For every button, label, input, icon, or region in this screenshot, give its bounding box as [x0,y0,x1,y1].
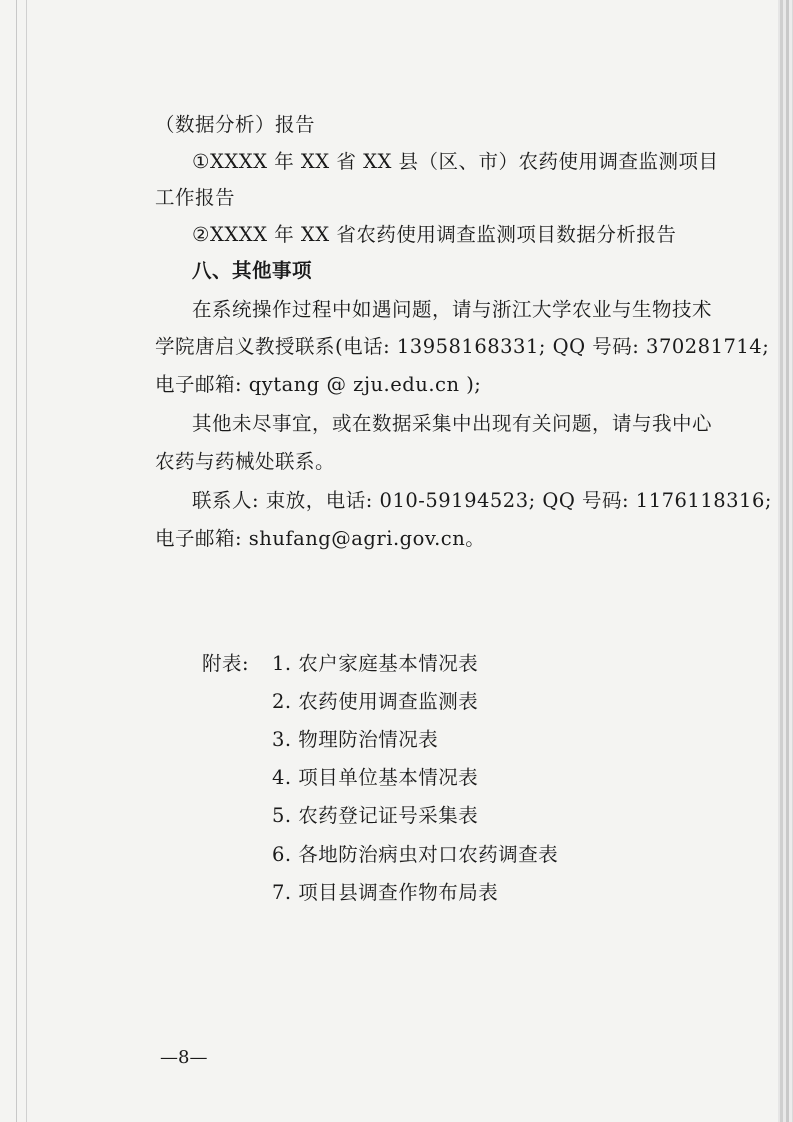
contact-email-line: 电子邮箱: shufang@agri.gov.cn。 [155,527,486,550]
other-matters-line1: 其他未尽事宜，或在数据采集中出现有关问题，请与我中心 [192,412,713,435]
page-number: —8— [160,1047,208,1068]
report-title-continuation: （数据分析）报告 [155,113,316,136]
attachments-label: 附表: [202,652,250,675]
attachment-item-2: 2. 农药使用调查监测表 [272,690,479,713]
page-edge-lines [0,0,40,1122]
contact-paragraph-line2: 学院唐启义教授联系(电话: 13958168331; QQ 号码: 370281714; [155,335,770,358]
attachment-item-5: 5. 农药登记证号采集表 [272,804,479,827]
attachment-item-4: 4. 项目单位基本情况表 [272,766,479,789]
contact-paragraph-line3: 电子邮箱: qytang @ zju.edu.cn ); [155,373,482,396]
contact-paragraph-line1: 在系统操作过程中如遇问题，请与浙江大学农业与生物技术 [192,298,713,321]
report-item-1: ①XXXX 年 XX 省 XX 县（区、市）农药使用调查监测项目 [192,150,719,173]
contact-person-line: 联系人: 束放，电话: 010-59194523; QQ 号码: 1176118316; [192,489,772,512]
attachment-item-3: 3. 物理防治情况表 [272,728,439,751]
report-item-1-cont: 工作报告 [155,186,236,209]
section-heading: 八、其他事项 [192,259,313,282]
attachment-item-1: 1. 农户家庭基本情况表 [272,652,479,675]
other-matters-line2: 农药与药械处联系。 [155,450,336,473]
report-item-2: ②XXXX 年 XX 省农药使用调查监测项目数据分析报告 [192,223,677,246]
attachment-item-6: 6. 各地防治病虫对口农药调查表 [272,843,559,866]
attachment-item-7: 7. 项目县调查作物布局表 [272,881,499,904]
